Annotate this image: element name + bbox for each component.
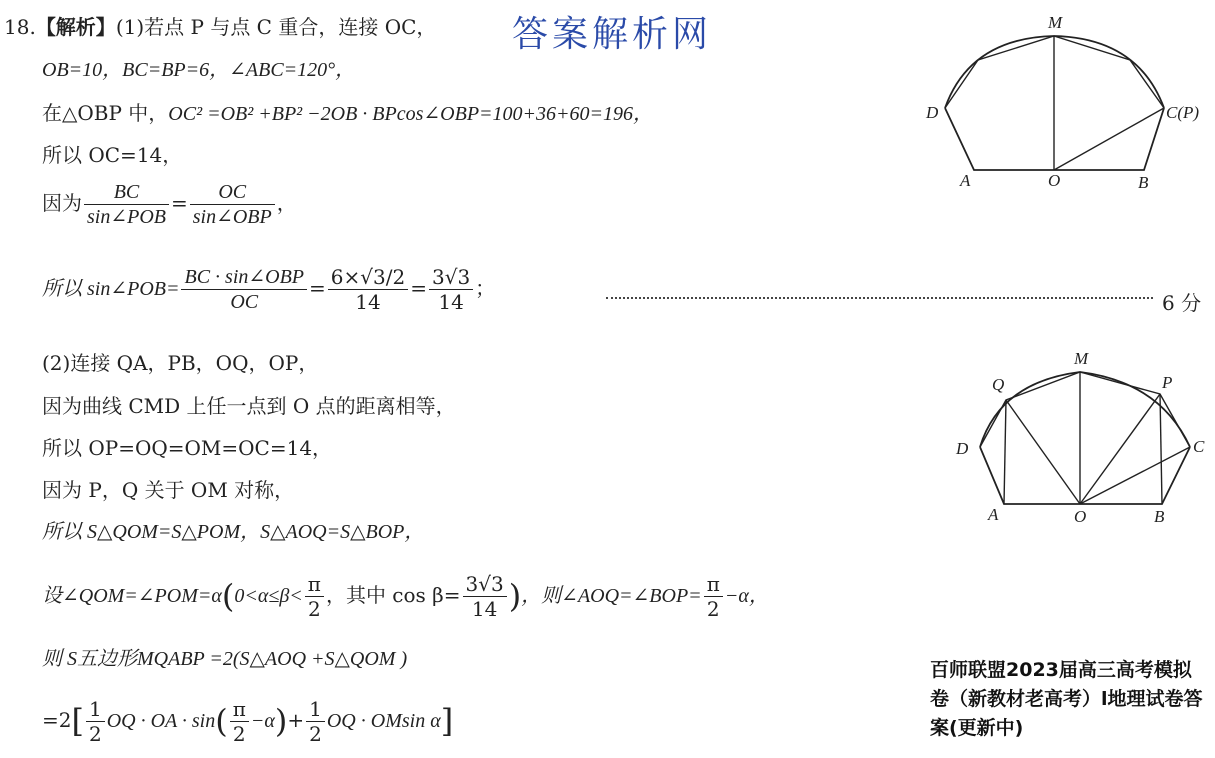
numerator: 3√3 xyxy=(429,265,473,290)
line-sin-value: 所以 sin∠POB= $\frac{\text{BC · sin∠OBP}}{OC}$ = $\frac{6\times√3/2}{14}$ = $\frac{3√3}{14}$ ； xyxy=(42,265,496,314)
minus-alpha: −α， xyxy=(724,585,769,607)
segment-qa xyxy=(1004,400,1006,504)
analysis-tag: 【解析】 xyxy=(35,15,116,39)
label-q: Q xyxy=(992,375,1005,394)
minus-alpha: −α xyxy=(250,710,275,732)
left-paren: ( xyxy=(221,577,235,615)
fraction xyxy=(463,572,507,621)
fraction xyxy=(306,697,325,746)
score-label: 6 分 xyxy=(1162,291,1202,315)
score-leader-dots xyxy=(606,297,1153,299)
fraction xyxy=(305,572,324,621)
segment-op xyxy=(1080,394,1160,504)
denominator: 2 xyxy=(232,722,246,746)
cos-beta-label: ，其中 cos β= xyxy=(325,583,461,607)
line-cosine-law xyxy=(42,100,653,127)
numerator: π xyxy=(305,572,324,597)
fraction xyxy=(181,265,307,314)
line-symmetry: 因为 P，Q 关于 OM 对称， xyxy=(42,478,295,502)
label-c: C xyxy=(1193,437,1205,456)
line-given: OB=10，BC=BP=6，∠ABC=120°， xyxy=(42,59,356,81)
numerator: 3√3 xyxy=(463,572,507,597)
denominator: 14 xyxy=(438,290,464,314)
denominator: 2 xyxy=(308,597,321,621)
line-curve-property: 因为曲线 CMD 上任一点到 O 点的距离相等， xyxy=(42,394,456,418)
right-paren: ) xyxy=(274,702,288,740)
denominator: 14 xyxy=(355,290,381,314)
base-polyline xyxy=(980,447,1190,504)
line-sine-law: 因为 $\frac{BC}{\text{sin∠POB}}$ = $\frac{OC}{\text{sin∠OBP}}$ ， xyxy=(42,181,297,228)
denominator: sin∠OBP xyxy=(192,206,272,228)
label-a: A xyxy=(960,171,971,190)
segment-oc xyxy=(1080,447,1190,504)
numerator: 6×√3/2 xyxy=(328,265,408,290)
cosine-law-prefix: 在△OBP 中， xyxy=(42,101,169,125)
line-angle-setup xyxy=(42,572,769,621)
numerator: π xyxy=(704,572,723,597)
denominator: 2 xyxy=(88,722,102,746)
part1-intro: (1)若点 P 与点 C 重合，连接 OC， xyxy=(115,15,437,39)
arc-cmd xyxy=(980,372,1190,447)
problem-header xyxy=(4,14,436,40)
line-oc-value: 所以 OC=14， xyxy=(42,143,183,167)
label-o: O xyxy=(1048,171,1061,190)
label-a: A xyxy=(988,505,999,524)
label-d: D xyxy=(956,439,969,458)
numerator: BC · sin∠OBP xyxy=(181,265,307,290)
fraction xyxy=(190,180,275,229)
denominator: 2 xyxy=(309,722,322,746)
fraction xyxy=(230,697,249,746)
fraction xyxy=(704,572,723,621)
numerator: 1 xyxy=(86,697,105,722)
label-o: O xyxy=(1074,507,1087,526)
line-part2-intro: (2)连接 QA，PB，OQ，OP， xyxy=(42,351,319,375)
fraction xyxy=(328,265,408,314)
problem-number: 18. xyxy=(4,15,36,39)
angle-range: 0<α≤β< xyxy=(234,585,303,607)
term1: OQ · OA · sin xyxy=(106,710,216,732)
fraction xyxy=(86,697,105,746)
label-c: C(P) xyxy=(1166,103,1200,122)
right-paren: ) xyxy=(508,577,522,615)
label-p: P xyxy=(1162,373,1173,392)
cosine-law-formula: OC² =OB² +BP² −2OB · BPcos∠OBP=100+36+60=196， xyxy=(168,103,654,125)
right-bracket: ] xyxy=(440,702,454,740)
denominator: 2 xyxy=(706,597,720,621)
promo-text: 百师联盟2023届高三高考模拟卷（新教材老高考）l地理试卷答案(更新中) xyxy=(930,659,1203,739)
numerator: π xyxy=(230,697,249,722)
left-bracket: [ xyxy=(71,702,84,740)
label-d: D xyxy=(926,103,939,122)
fraction xyxy=(84,180,169,229)
line-area-equal: 所以 S△QOM=S△POM，S△AOQ=S△BOP， xyxy=(42,521,425,543)
chord-polyline xyxy=(980,372,1190,447)
line-area-expansion xyxy=(42,697,453,746)
segment-oq xyxy=(1006,400,1080,504)
sin-prefix: 所以 sin∠POB= xyxy=(42,278,180,300)
eq-prefix: =2 xyxy=(42,708,72,732)
line-pentagon-area: 则 S五边形MQABP =2(S△AOQ +S△QOM ) xyxy=(42,648,408,670)
numerator: 1 xyxy=(306,697,325,722)
denominator: 14 xyxy=(471,597,498,621)
label-m: M xyxy=(1074,349,1089,368)
sine-law-prefix: 因为 xyxy=(42,191,82,215)
angle-def: 设∠QOM=∠POM=α xyxy=(42,585,222,607)
numerator: BC xyxy=(84,180,169,205)
watermark: 答案解析网 xyxy=(512,14,713,55)
denominator: sin∠POB xyxy=(87,206,166,228)
fraction xyxy=(429,265,473,314)
figure-1-diagram xyxy=(920,8,1210,198)
label-m: M xyxy=(1048,13,1063,32)
segment-pb xyxy=(1160,394,1162,504)
label-b: B xyxy=(1154,507,1165,526)
angle-aoq: ，则∠AOQ=∠BOP= xyxy=(521,585,702,607)
term2: OQ · OMsin α xyxy=(326,710,441,732)
plus-sign: + xyxy=(287,708,305,732)
numerator: OC xyxy=(190,180,275,205)
denominator: OC xyxy=(230,291,259,313)
figure-2-diagram xyxy=(950,342,1210,532)
line-radii-equal: 所以 OP=OQ=OM=OC=14， xyxy=(42,436,333,460)
label-b: B xyxy=(1138,173,1149,192)
left-paren: ( xyxy=(215,702,228,740)
